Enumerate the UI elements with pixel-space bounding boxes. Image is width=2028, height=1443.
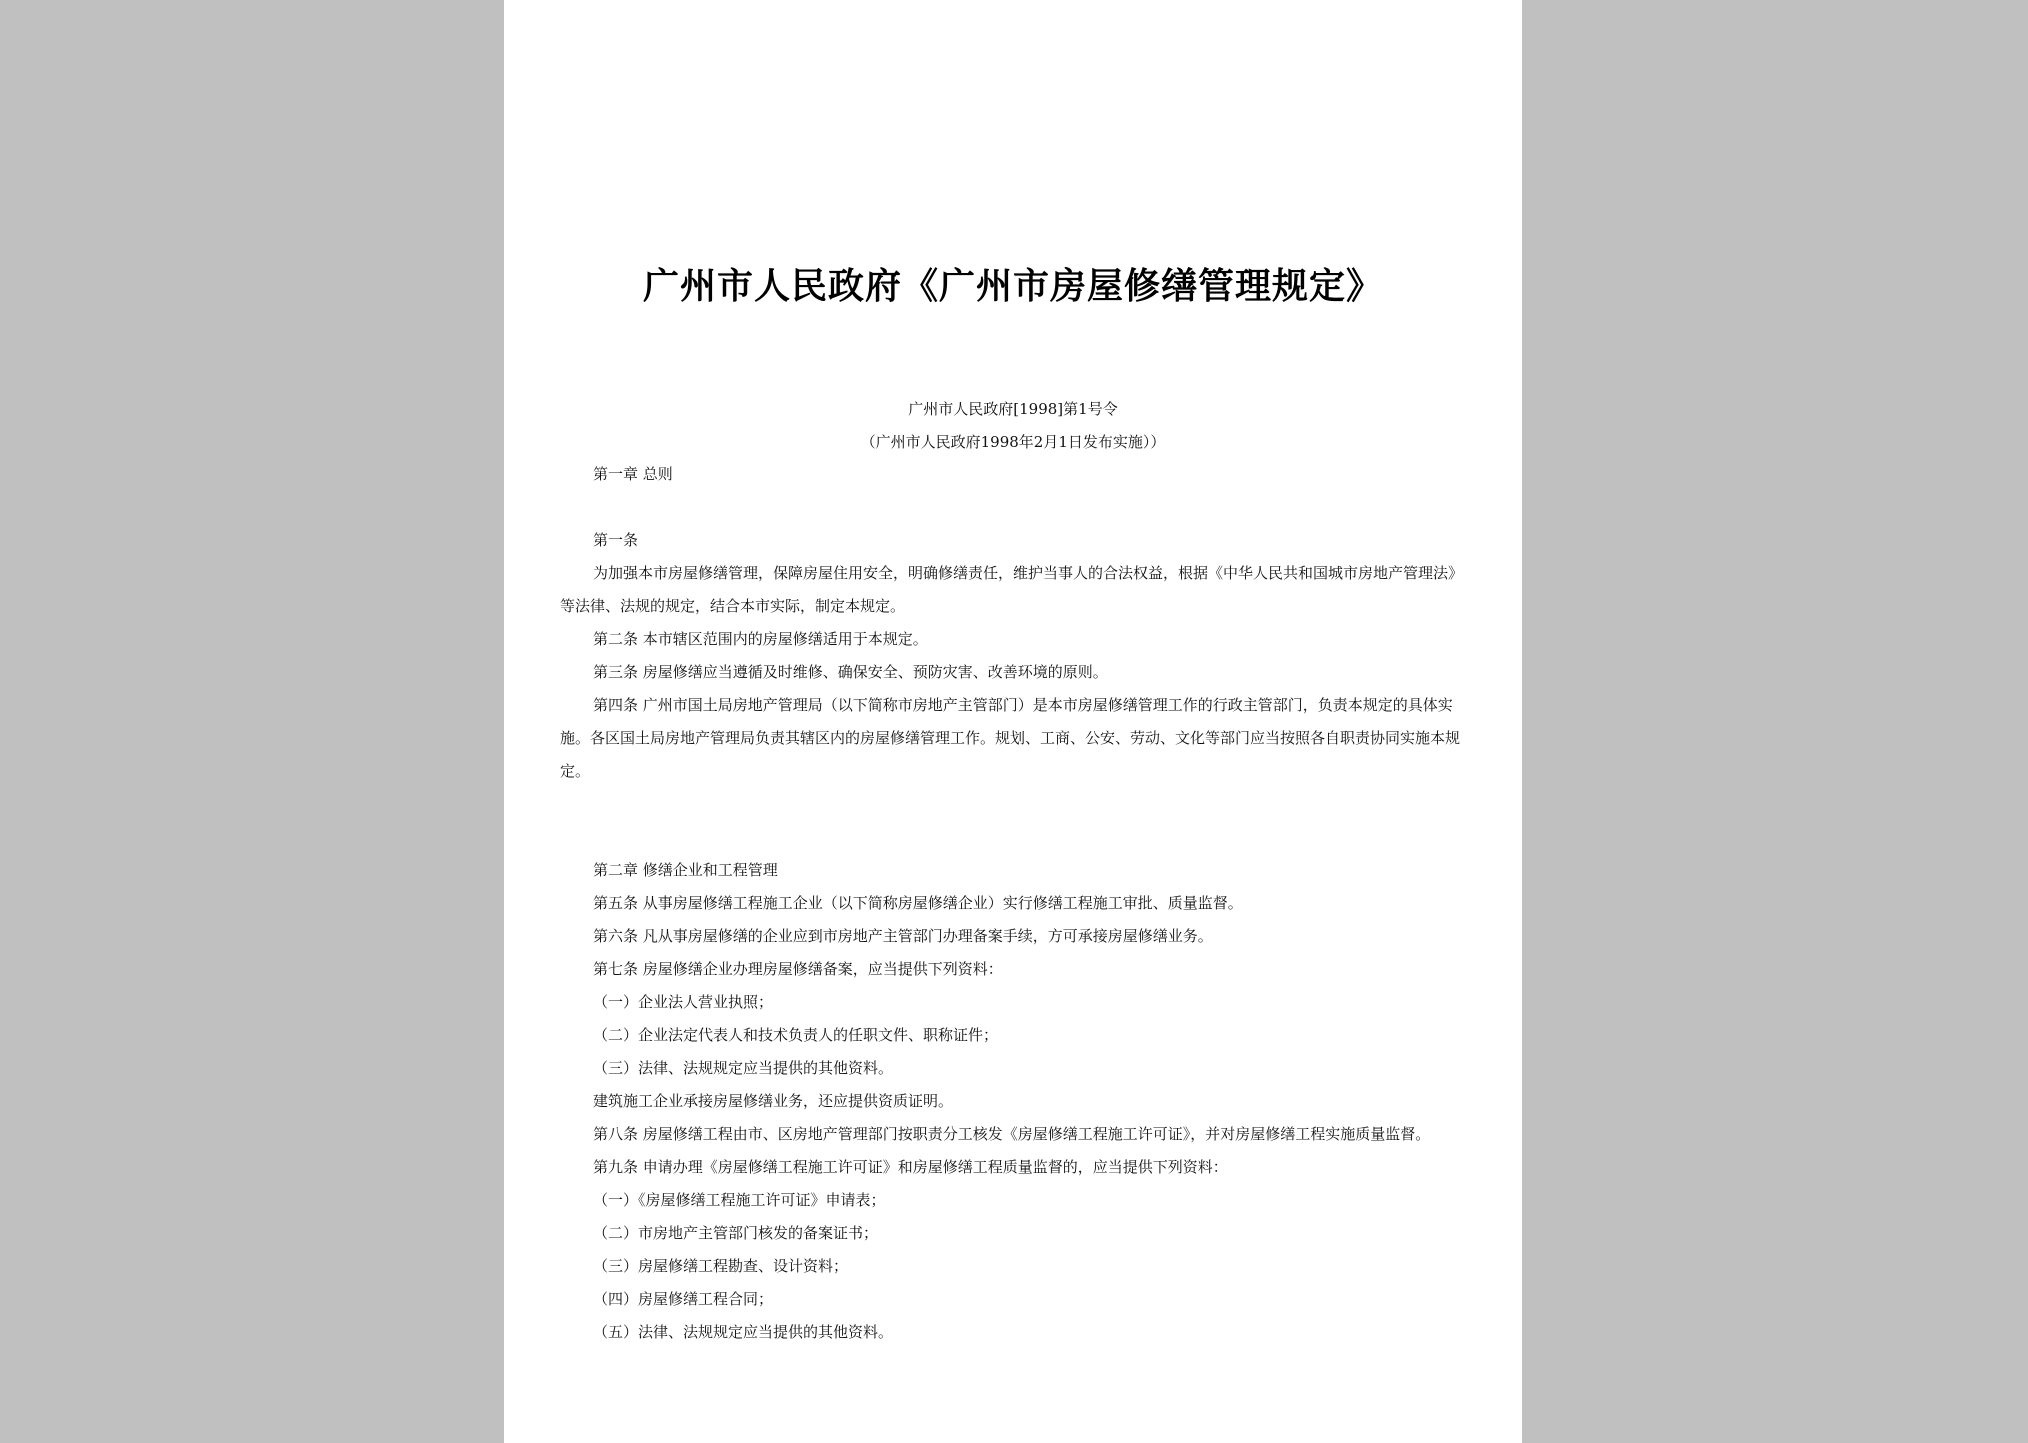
body-paragraph: 为加强本市房屋修缮管理，保障房屋住用安全，明确修缮责任，维护当事人的合法权益，根据《中华人民共和国城市房地产管理法》等法律、法规的规定，结合本市实际，制定本规定。 [560, 564, 1464, 615]
body-paragraph: 第五条 从事房屋修缮工程施工企业（以下简称房屋修缮企业）实行修缮工程施工审批、质量监督。 [593, 894, 1243, 912]
body-paragraph: 第三条 房屋修缮应当遵循及时维修、确保安全、预防灾害、改善环境的原则。 [593, 663, 1108, 681]
body-paragraph: （四）房屋修缮工程合同； [593, 1290, 774, 1308]
body-paragraph: 第七条 房屋修缮企业办理房屋修缮备案，应当提供下列资料： [593, 960, 1003, 978]
body-paragraph: 第二章 修缮企业和工程管理 [593, 861, 778, 879]
body-paragraph: 第六条 凡从事房屋修缮的企业应到市房地产主管部门办理备案手续，方可承接房屋修缮业务。 [593, 927, 1213, 945]
body-paragraph: 第一章 总则 [593, 465, 673, 483]
body-paragraph: 第二条 本市辖区范围内的房屋修缮适用于本规定。 [593, 630, 928, 648]
body-paragraph: 第一条 [593, 531, 639, 549]
document-page [504, 0, 1522, 1443]
body-paragraph: （三）房屋修缮工程勘查、设计资料； [593, 1257, 849, 1275]
blank-line [560, 491, 1472, 524]
document-title: 广州市人民政府《广州市房屋修缮管理规定》 [642, 266, 1383, 307]
issue-note: （广州市人民政府1998年2月1日发布实施）） [860, 433, 1166, 451]
body-paragraph: 第八条 房屋修缮工程由市、区房地产管理部门按职责分工核发《房屋修缮工程施工许可证》，并对房屋修缮工程实施质量监督。 [593, 1125, 1431, 1143]
blank-line [560, 788, 1472, 821]
body-paragraph: （三）法律、法规规定应当提供的其他资料。 [593, 1059, 894, 1077]
body-paragraph: 第四条 广州市国土局房地产管理局（以下简称市房地产主管部门）是本市房屋修缮管理工作的行政主管部门，负责本规定的具体实施。各区国土局房地产管理局负责其辖区内的房屋修缮管理工作。规划、工商、公安、劳动、文化等部门应当按照各自职责协同实施本规定。 [560, 696, 1461, 780]
body-paragraph: （二）企业法定代表人和技术负责人的任职文件、职称证件； [593, 1026, 999, 1044]
body-paragraph: 建筑施工企业承接房屋修缮业务，还应提供资质证明。 [593, 1092, 954, 1110]
body-paragraph: （一）企业法人营业执照； [593, 993, 774, 1011]
body-paragraph: （二）市房地产主管部门核发的备案证书； [593, 1224, 879, 1242]
document-body [560, 458, 1472, 1349]
body-paragraph: （五）法律、法规规定应当提供的其他资料。 [593, 1323, 894, 1341]
body-paragraph: 第九条 申请办理《房屋修缮工程施工许可证》和房屋修缮工程质量监督的，应当提供下列资料： [593, 1158, 1228, 1176]
body-paragraph: （一）《房屋修缮工程施工许可证》申请表； [593, 1191, 886, 1209]
blank-line [560, 821, 1472, 854]
order-number: 广州市人民政府[1998]第1号令 [908, 400, 1118, 418]
